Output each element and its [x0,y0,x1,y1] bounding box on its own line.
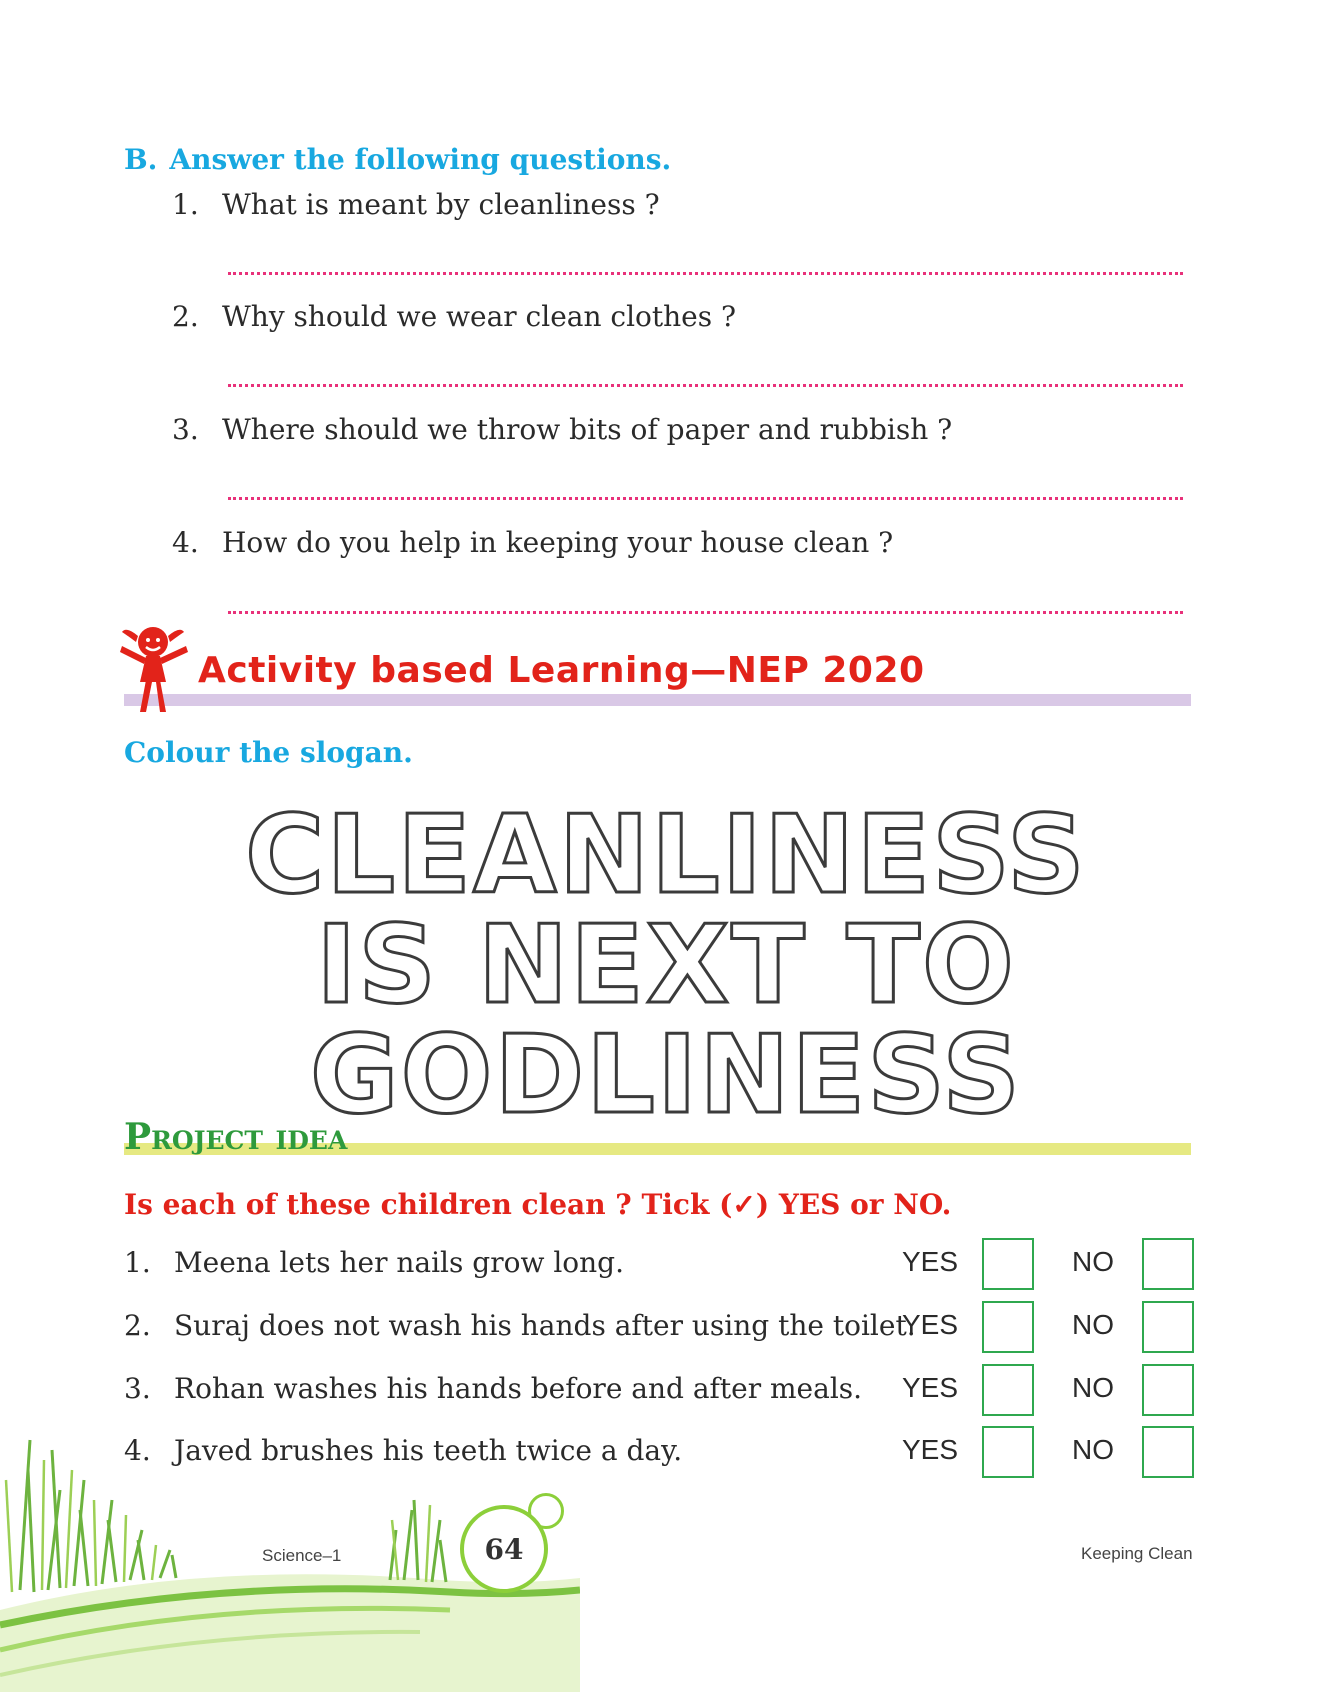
section-b-heading [124,143,671,176]
item-number: 3. [124,1372,151,1405]
yes-checkbox[interactable] [982,1238,1034,1290]
question-number: 4. [172,526,199,559]
project-instruction: Is each of these children clean ? Tick (✓) YES or NO. [124,1188,952,1221]
no-label: NO [1072,1246,1114,1277]
question-3 [172,413,952,446]
no-checkbox[interactable] [1142,1301,1194,1353]
item-text: Javed brushes his teeth twice a day. [174,1434,683,1467]
item-number: 1. [124,1246,151,1279]
answer-line-1[interactable] [228,272,1183,275]
activity-bar [124,694,1191,706]
section-heading-text: Answer the following questions. [169,143,672,176]
yes-label: YES [902,1434,959,1465]
question-1 [172,188,660,221]
book-title: Science–1 [262,1546,342,1565]
question-text: Why should we wear clean clothes ? [222,300,737,333]
slogan-line-1: CLEANLINESS [245,793,1087,918]
question-text: Where should we throw bits of paper and rubbish ? [222,413,953,446]
item-text: Meena lets her nails grow long. [174,1246,624,1279]
question-number: 1. [172,188,199,221]
yes-label: YES [902,1246,959,1277]
yes-checkbox[interactable] [982,1364,1034,1416]
tick-row-1 [124,1238,1194,1292]
no-checkbox[interactable] [1142,1426,1194,1478]
activity-title: Activity based Learning—NEP 2020 [198,650,925,691]
no-checkbox[interactable] [1142,1238,1194,1290]
item-text: Rohan washes his hands before and after meals. [174,1372,863,1405]
question-4 [172,526,893,559]
project-title: Project idea [124,1116,348,1158]
question-text: How do you help in keeping your house clean ? [222,526,894,559]
question-2 [172,300,736,333]
item-text: Suraj does not wash his hands after using the toilet. [174,1309,916,1342]
girl-figure-icon [116,622,194,714]
section-letter: B. [124,143,158,176]
slogan-line-2: IS NEXT TO [316,903,1016,1028]
answer-line-3[interactable] [228,497,1183,500]
slogan-line-3: GODLINESS [310,1013,1022,1138]
yes-checkbox[interactable] [982,1426,1034,1478]
item-number: 4. [124,1434,151,1467]
no-checkbox[interactable] [1142,1364,1194,1416]
page-number: 64 [460,1505,548,1593]
question-number: 3. [172,413,199,446]
no-label: NO [1072,1434,1114,1465]
yes-checkbox[interactable] [982,1301,1034,1353]
question-text: What is meant by cleanliness ? [222,188,660,221]
item-number: 2. [124,1309,151,1342]
chapter-title: Keeping Clean [1081,1544,1193,1563]
activity-instruction: Colour the slogan. [124,736,413,769]
no-label: NO [1072,1372,1114,1403]
yes-label: YES [902,1372,959,1403]
tick-row-2 [124,1301,1194,1355]
yes-label: YES [902,1309,959,1340]
answer-line-4[interactable] [228,611,1183,614]
no-label: NO [1072,1309,1114,1340]
answer-line-2[interactable] [228,384,1183,387]
question-number: 2. [172,300,199,333]
